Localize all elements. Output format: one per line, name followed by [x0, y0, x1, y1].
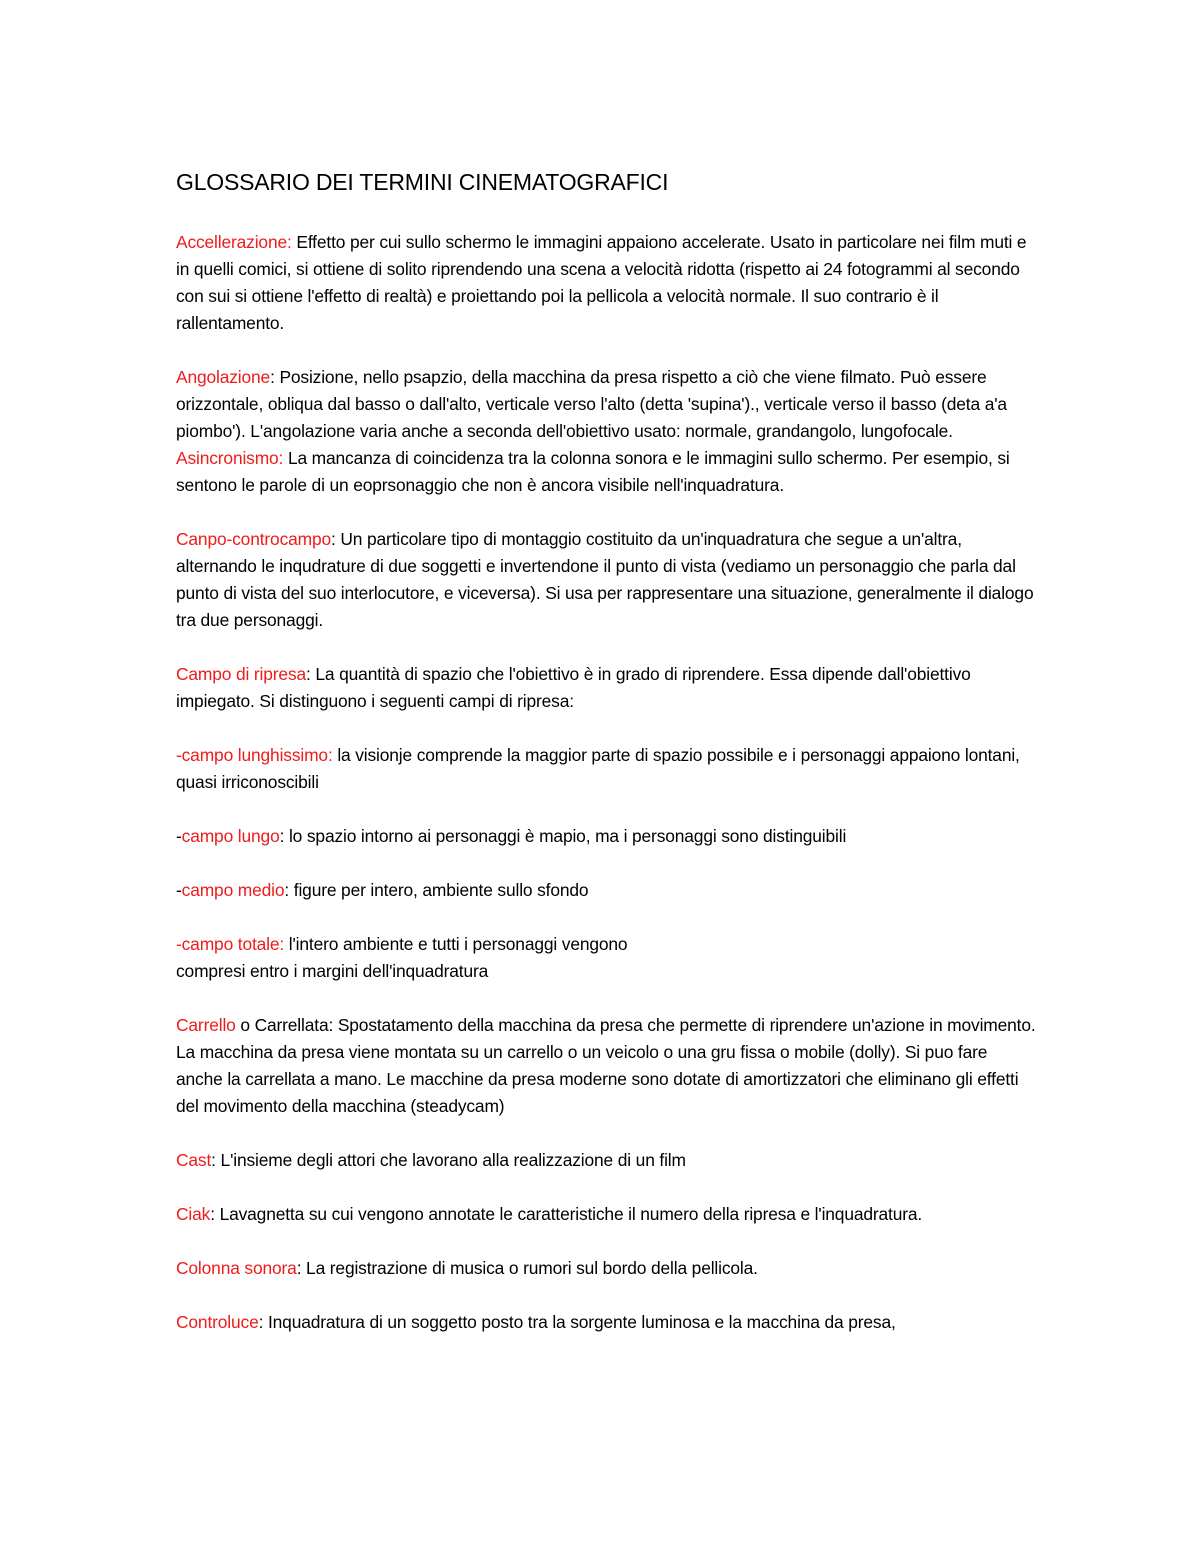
- glossary-entry-carrello: [176, 1012, 1036, 1120]
- glossary-term: Angolazione: [176, 367, 271, 387]
- glossary-term: campo lungo: [181, 826, 280, 846]
- glossary-separator: :: [211, 1150, 216, 1170]
- glossary-separator: :: [210, 1204, 215, 1224]
- glossary-term: Asincronismo:: [176, 448, 284, 468]
- glossary-lead-dash: -: [176, 880, 182, 900]
- glossary-term: Cast: [176, 1150, 212, 1170]
- glossary-entry-campo-lungo: [176, 823, 1036, 850]
- glossary-separator: :: [296, 1258, 302, 1278]
- glossary-entry-colonna-sonora: [176, 1255, 1036, 1282]
- glossary-definition: La quantità di spazio che l'obiettivo è in grado di riprendere. Essa dipende dall'obiettivo impiegato. Si distinguono i seguenti campi di ripresa:: [176, 664, 971, 711]
- glossary-separator: :: [306, 664, 311, 684]
- glossary-separator: :: [284, 880, 290, 900]
- glossary-entry-accellerazione: [176, 229, 1036, 337]
- glossary-separator: :: [270, 367, 275, 387]
- glossary-term: Campo di ripresa: [176, 664, 307, 684]
- glossary-separator: :: [331, 529, 336, 549]
- glossary-term: Colonna sonora: [176, 1258, 297, 1278]
- glossary-entry-campo-medio: [176, 877, 1036, 904]
- glossary-definition: Posizione, nello psapzio, della macchina da presa rispetto a ciò che viene filmato. Può essere orizzontale, obliqua dal basso o dall'alto, verticale verso l'alto (detta 'supina')., verticale verso il basso (deta a'a piombo'). L'angolazione varia anche a seconda dell'obiettivo usato: normale, grandangolo, lungofocale.: [176, 367, 1007, 441]
- glossary-definition: lo spazio intorno ai personaggi è mapio, ma i personaggi sono distinguibili: [284, 826, 847, 846]
- glossary-entry-campo-di-ripresa: [176, 661, 1036, 715]
- glossary-term: campo medio: [181, 880, 285, 900]
- glossary-separator: :: [258, 1312, 264, 1332]
- glossary-definition-continued: compresi entro i margini dell'inquadratura: [176, 961, 489, 981]
- glossary-entry-ciak: [176, 1201, 1036, 1228]
- glossary-lead-dash: -: [176, 826, 182, 846]
- glossary-term: Carrello: [176, 1015, 236, 1035]
- glossary-definition: Inquadratura di un soggetto posto tra la sorgente luminosa e la macchina da presa,: [263, 1312, 896, 1332]
- glossary-entry-campo-lunghissimo: [176, 742, 1036, 796]
- glossary-entry-asincronismo: [176, 445, 1036, 499]
- glossary-entry-cast: [176, 1147, 1036, 1174]
- glossary-term: Controluce: [176, 1312, 259, 1332]
- glossary-entry-angolazione: [176, 364, 1036, 445]
- glossary-term: Ciak: [176, 1204, 211, 1224]
- glossary-entry-controluce: [176, 1309, 1036, 1336]
- document-title: GLOSSARIO DEI TERMINI CINEMATOGRAFICI: [176, 169, 669, 195]
- glossary-separator: :: [279, 826, 285, 846]
- document-body: [176, 168, 1036, 1336]
- glossary-definition: La mancanza di coincidenza tra la colonna sonora e le immagini sullo schermo. Per esempio, si sentono le parole di un eoprsonaggio che non è ancora visibile nell'inquadratura.: [176, 448, 1010, 495]
- glossary-definition: o Carrellata: Spostatamento della macchina da presa che permette di riprendere un'azione in movimento. La macchina da presa viene montata su un carrello o un veicolo o una gru fissa o mobile (dolly). Si puo fare anche la carrellata a mano. Le macchine da presa moderne sono dotate di amortizzatori che eliminano gli effetti del movimento della macchina (steadycam): [176, 1015, 1036, 1116]
- glossary-definition: la visionje comprende la maggior parte di spazio possibile e i personaggi appaiono lontani, quasi irriconoscibili: [176, 745, 1020, 792]
- glossary-definition: Lavagnetta su cui vengono annotate le caratteristiche il numero della ripresa e l'inquadratura.: [214, 1204, 923, 1224]
- glossary-definition: figure per intero, ambiente sullo sfondo: [289, 880, 589, 900]
- glossary-term: -campo totale:: [176, 934, 285, 954]
- glossary-definition: l'intero ambiente e tutti i personaggi vengono: [284, 934, 628, 954]
- glossary-definition: La registrazione di musica o rumori sul bordo della pellicola.: [301, 1258, 758, 1278]
- glossary-entry-campo-controcampo: [176, 526, 1036, 634]
- glossary-definition: Un particolare tipo di montaggio costituito da un'inquadratura che segue a un'altra, alternando le inqudrature di due soggetti e invertendone il punto di vista (vediamo un personaggio che parla dal punto di vista del suo interlocutore, e viceversa). Si usa per rappresentare una situazione, generalmente il dialogo tra due personaggi.: [176, 529, 1034, 630]
- glossary-term: Accellerazione:: [176, 232, 292, 252]
- glossary-term: Canpo-controcampo: [176, 529, 332, 549]
- glossary-definition: Effetto per cui sullo schermo le immagini appaiono accelerate. Usato in particolare nei film muti e in quelli comici, si ottiene di solito riprendendo una scena a velocità ridotta (rispetto ai 24 fotogrammi al secondo con sui si ottiene l'effetto di realtà) e proiettando poi la pellicola a velocità normale. Il suo contrario è il rallentamento.: [176, 232, 1027, 333]
- glossary-term: -campo lunghissimo:: [176, 745, 333, 765]
- glossary-definition: L'insieme degli attori che lavorano alla realizzazione di un film: [215, 1150, 686, 1170]
- glossary-entry-campo-totale: [176, 931, 1036, 985]
